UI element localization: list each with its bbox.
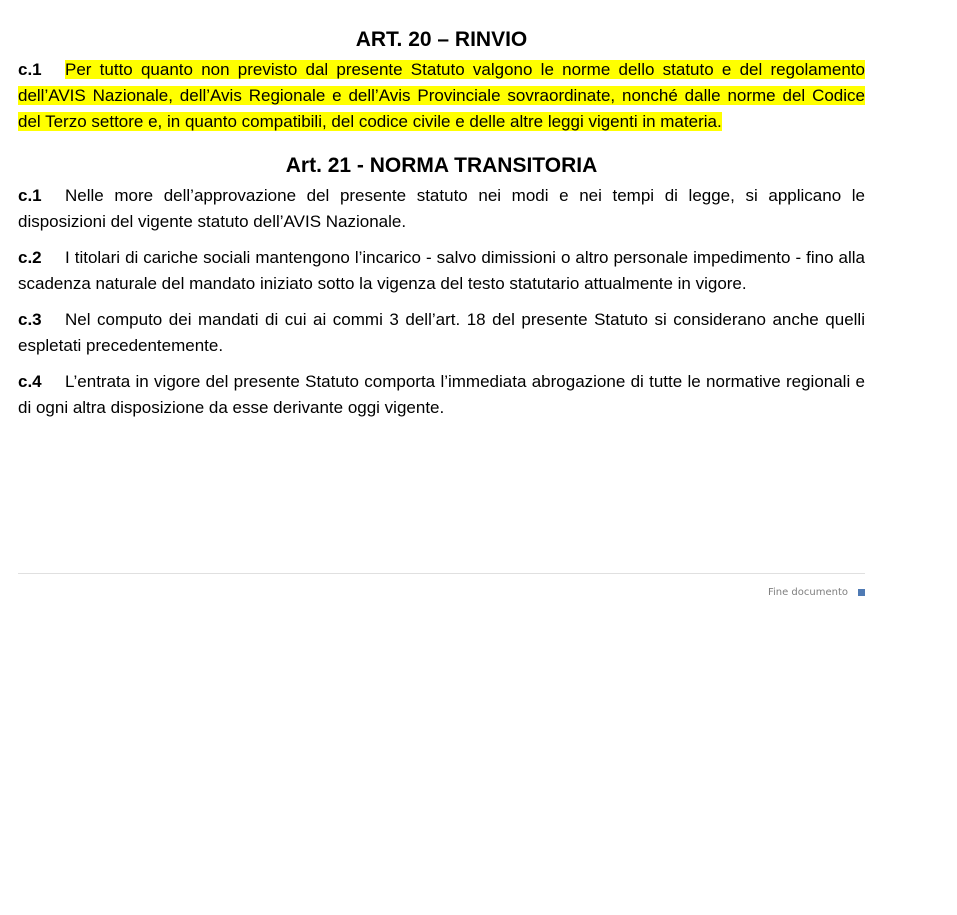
end-mark-square-icon: [858, 589, 865, 596]
paragraph-text: Nel computo dei mandati di cui ai commi 3 dell’art. 18 del presente Statuto si considerano anche quelli espletati precedentemente.: [18, 310, 865, 355]
end-of-document: [768, 587, 865, 598]
article-21-paragraph-2: [18, 245, 865, 297]
paragraph-label: c.1: [18, 60, 42, 79]
article-20-title: ART. 20 – RINVIO: [355, 28, 528, 51]
article-21-paragraph-1: [18, 183, 865, 235]
paragraph-label: c.1: [18, 186, 42, 205]
article-21-paragraph-3: [18, 307, 865, 359]
article-21-paragraph-4: [18, 369, 865, 421]
article-20-paragraph-1: [18, 57, 865, 135]
article-21-title: Art. 21 - NORMA TRANSITORIA: [285, 154, 598, 177]
paragraph-label: c.2: [18, 248, 42, 267]
paragraph-text: Nelle more dell’approvazione del presente statuto nei modi e nei tempi di legge, si applicano le disposizioni del vigente statuto dell’AVIS Nazionale.: [18, 186, 865, 231]
document-page: [18, 27, 865, 431]
paragraph-label: c.3: [18, 310, 42, 329]
paragraph-text: I titolari di cariche sociali mantengono l’incarico - salvo dimissioni o altro personale impedimento - fino alla scadenza naturale del mandato iniziato sotto la vigenza del testo statutario attualmente in vigore.: [18, 248, 865, 293]
paragraph-label: c.4: [18, 372, 42, 391]
highlighted-paragraph-text: Per tutto quanto non previsto dal presente Statuto valgono le norme dello statuto e del regolamento dell’AVIS Nazionale, dell’Avis Regionale e dell’Avis Provinciale sovraordinate, nonché dalle norme del Codice del Terzo settore e, in quanto compatibili, del codice civile e delle altre leggi vigenti in materia.: [18, 60, 865, 131]
paragraph-text: L’entrata in vigore del presente Statuto comporta l’immediata abrogazione di tutte le normative regionali e di ogni altra disposizione da esse derivante oggi vigente.: [18, 372, 865, 417]
page-separator: [18, 573, 865, 574]
end-of-document-label: Fine documento: [767, 587, 848, 598]
